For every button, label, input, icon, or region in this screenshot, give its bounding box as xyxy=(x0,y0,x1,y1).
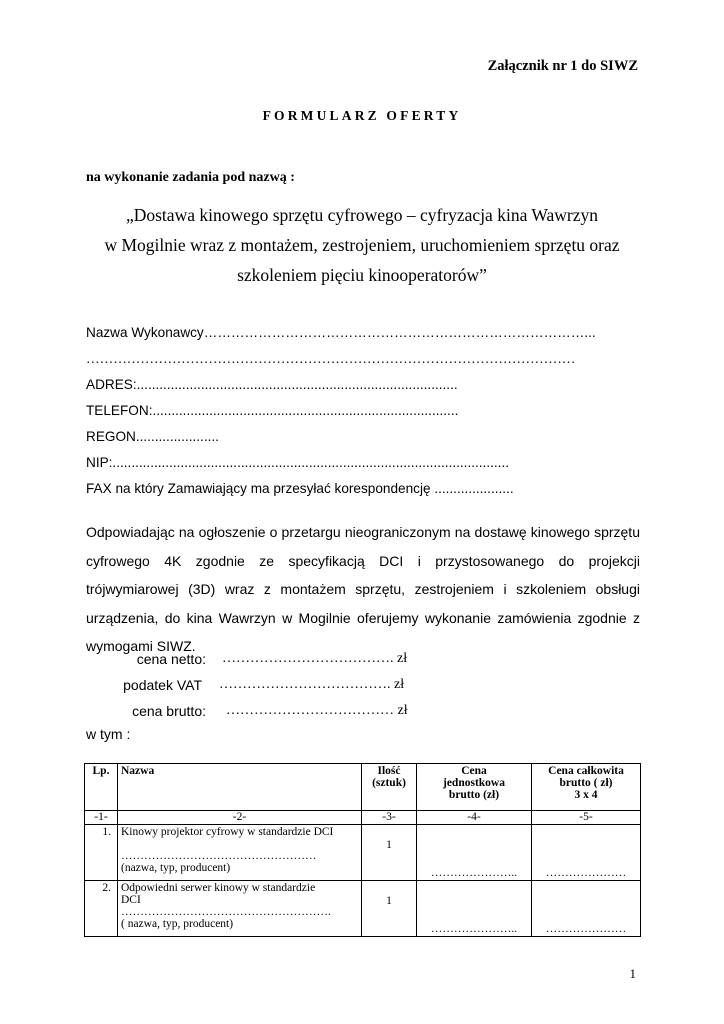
attachment-label: Załącznik nr 1 do SIWZ xyxy=(487,58,638,74)
gross-price-field[interactable]: ……………………………… zł xyxy=(226,703,408,718)
row-quantity: 1 xyxy=(362,825,417,881)
header-total-price-line: 3 x 4 xyxy=(574,789,598,801)
row-name-hint: ( nazwa, typ, producent) xyxy=(121,918,234,930)
row-name-hint: (nazwa, typ, producent) xyxy=(121,862,231,874)
header-unit-price-line: brutto (zł) xyxy=(448,789,500,801)
header-unit-price-line: jednostkowa xyxy=(443,777,505,789)
column-number: -3- xyxy=(362,811,417,825)
column-number: -4- xyxy=(417,811,532,825)
contractor-fields xyxy=(86,320,646,502)
offer-table xyxy=(84,763,641,937)
table-header-row xyxy=(85,764,641,811)
address-field[interactable]: ADRES:..................................................................................... xyxy=(86,377,458,392)
task-title-line: w Mogilnie wraz z montażem, zestrojeniem, uruchomieniem sprzętu oraz xyxy=(104,235,620,255)
column-number: -5- xyxy=(532,811,641,825)
header-unit-price-line: Cena xyxy=(461,765,487,777)
row-name-input[interactable]: ………………………………………………. xyxy=(121,906,331,918)
gross-price-label: cena brutto: xyxy=(132,703,206,719)
row-name xyxy=(118,881,362,937)
row-unit-price-field[interactable]: ………………….. xyxy=(417,825,532,881)
header-quantity-line: Ilość xyxy=(377,765,401,777)
row-name xyxy=(118,825,362,881)
offer-paragraph: Odpowiadając na ogłoszenie o przetargu nieograniczonym na dostawę kinowego sprzętu cyfrowego 4K zgodnie ze specyfikacją DCI i przystosowanego do projekcji trójwymiarowej (3D) wraz z montażem sprzętu, zestrojeniem i szkoleniem obsługi urządzenia, do kina Wawrzyn w Mogilnie oferujemy wykonanie zamówienia zgodnie z wymogami SIWZ. xyxy=(86,524,640,654)
vat-label: podatek VAT xyxy=(123,677,202,693)
row-lp: 1. xyxy=(85,825,118,881)
nip-field[interactable]: NIP:......................................................................................................... xyxy=(86,455,509,470)
phone-field[interactable]: TELEFON:................................................................................. xyxy=(86,403,459,418)
vat-field[interactable]: ………………………………. zł xyxy=(219,677,405,692)
header-quantity xyxy=(362,764,417,811)
task-title xyxy=(60,200,664,290)
contractor-name-continuation-field[interactable]: ……………………………………………………………………………………………… xyxy=(86,351,576,366)
row-unit-price-field[interactable]: ………………….. xyxy=(417,881,532,937)
header-lp: Lp. xyxy=(85,764,118,811)
column-number: -2- xyxy=(118,811,362,825)
row-total-price-field[interactable]: ………………… xyxy=(532,825,641,881)
row-name-line: DCI xyxy=(121,894,141,906)
regon-field[interactable]: REGON...................... xyxy=(86,429,219,444)
column-number-row xyxy=(85,811,641,825)
task-title-line: szkoleniem pięciu kinooperatorów” xyxy=(237,265,487,285)
row-name-input[interactable]: …………………………………………… xyxy=(121,850,317,862)
table-row xyxy=(85,881,641,937)
row-quantity: 1 xyxy=(362,881,417,937)
form-title: FORMULARZ OFERTY xyxy=(262,108,462,123)
fax-field[interactable]: FAX na który Zamawiający ma przesyłać korespondencję ..................... xyxy=(86,481,514,496)
header-name: Nazwa xyxy=(118,764,362,811)
header-unit-price xyxy=(417,764,532,811)
row-total-price-field[interactable]: ………………… xyxy=(532,881,641,937)
header-quantity-line: (sztuk) xyxy=(372,777,406,789)
row-lp: 2. xyxy=(85,881,118,937)
net-price-field[interactable]: ………………………………. zł xyxy=(222,651,408,666)
row-name-line: Odpowiedni serwer kinowy w standardzie xyxy=(121,882,316,894)
task-title-line: „Dostawa kinowego sprzętu cyfrowego – cyfryzacja kina Wawrzyn xyxy=(125,205,599,225)
header-total-price-line: Cena całkowita xyxy=(548,765,624,777)
net-price-label: cena netto: xyxy=(136,651,206,667)
page-number: 1 xyxy=(629,966,636,981)
contractor-name-field[interactable]: Nazwa Wykonawcy…………………………………………………………………………... xyxy=(86,325,596,340)
w-tym-label: w tym : xyxy=(86,726,131,742)
header-total-price xyxy=(532,764,641,811)
header-total-price-line: brutto ( zł) xyxy=(559,777,613,789)
table-row xyxy=(85,825,641,881)
column-number: -1- xyxy=(85,811,118,825)
task-intro: na wykonanie zadania pod nazwą : xyxy=(86,170,295,185)
row-name-line: Kinowy projektor cyfrowy w standardzie DCI xyxy=(121,826,334,838)
